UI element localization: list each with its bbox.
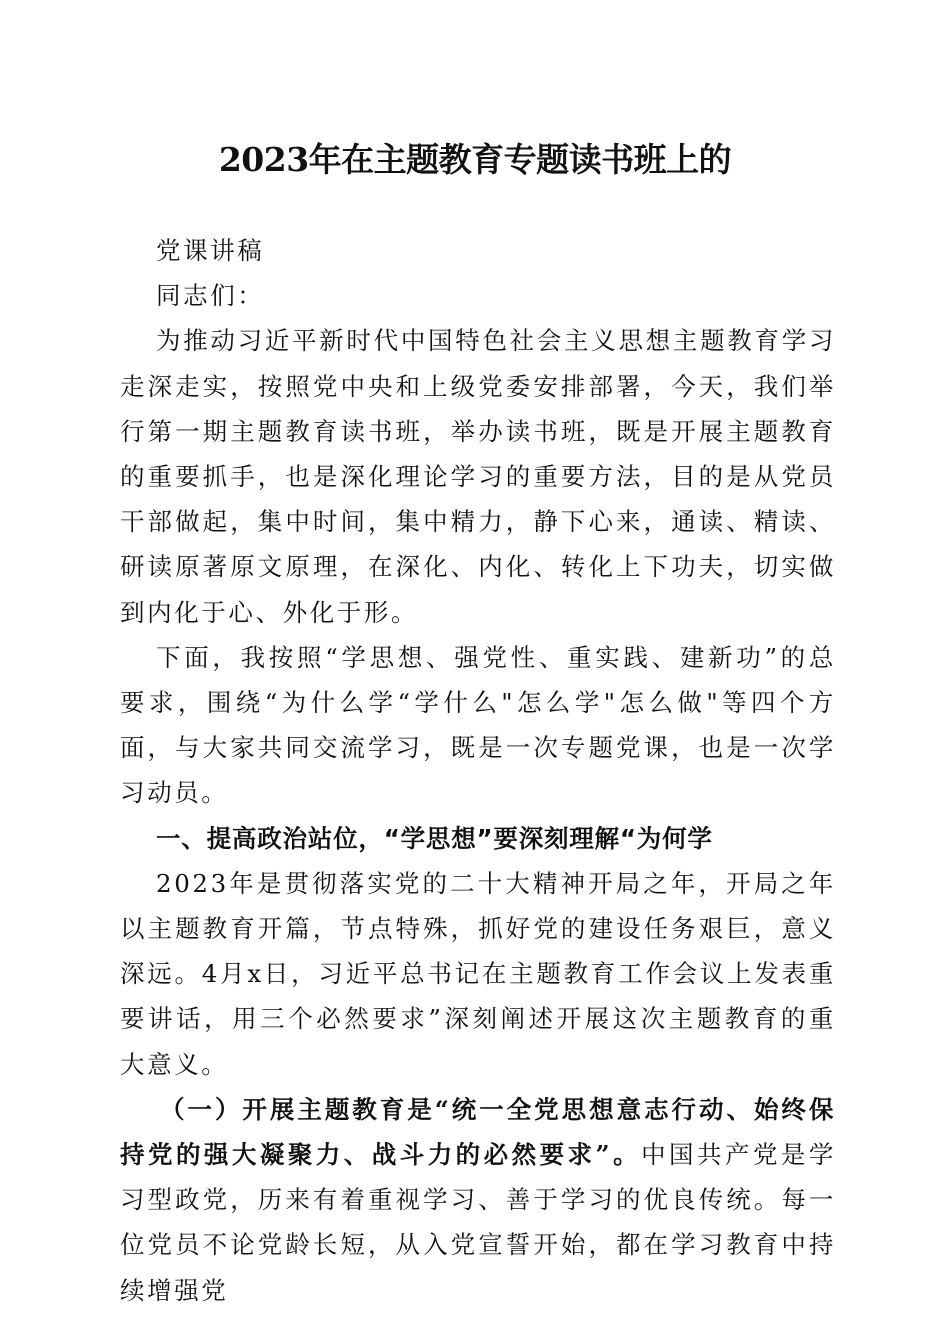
document-body	[120, 228, 836, 1313]
paragraph-outline: 下面，我按照“学思想、强党性、重实践、建新功”的总要求，围绕“为什么学“学什么"怎么学"怎么做"等四个方面，与大家共同交流学习，既是一次专题党课，也是一次学习动员。	[120, 642, 836, 808]
subsection-text: 中国共产党是学习型政党，历来有着重视学习、善于学习的优良传统。每一位党员不论党龄长短，从入党宣誓开始，都在学习教育中持续增强党	[120, 1140, 836, 1305]
paragraph-intro: 为推动习近平新时代中国特色社会主义思想主题教育学习走深走实，按照党中央和上级党委安排部署，今天，我们举行第一期主题教育读书班，举办读书班，既是开展主题教育的重要抓手，也是深化理论学习的重要方法，目的是从党员干部做起，集中时间，集中精力，静下心来，通读、精读、研读原著原文原理，在深化、内化、转化上下功夫，切实做到内化于心、外化于形。	[120, 326, 836, 627]
salutation: 同志们：	[156, 281, 265, 311]
subsection-lead: （一）开展主题教育是“统一全党思想意志行动、始终保持党的强大凝聚力、战斗力的必然要求”。	[120, 1094, 836, 1170]
paragraph-significance: 2023年是贯彻落实党的二十大精神开局之年，开局之年以主题教育开篇，节点特殊，抓好党的建设任务艰巨，意义深远。4月x日，习近平总书记在主题教育工作会议上发表重要讲话，用三个必然要求”深刻阐述开展这次主题教育的重大意义。	[120, 868, 836, 1079]
subtitle-line: 党课讲稿	[156, 236, 265, 265]
subsection-paragraph	[120, 1087, 836, 1313]
section-heading: 一、提高政治站位，“学思想”要深刻理解“为何学	[156, 823, 713, 853]
document-title: 2023年在主题教育专题读书班上的	[218, 140, 732, 179]
